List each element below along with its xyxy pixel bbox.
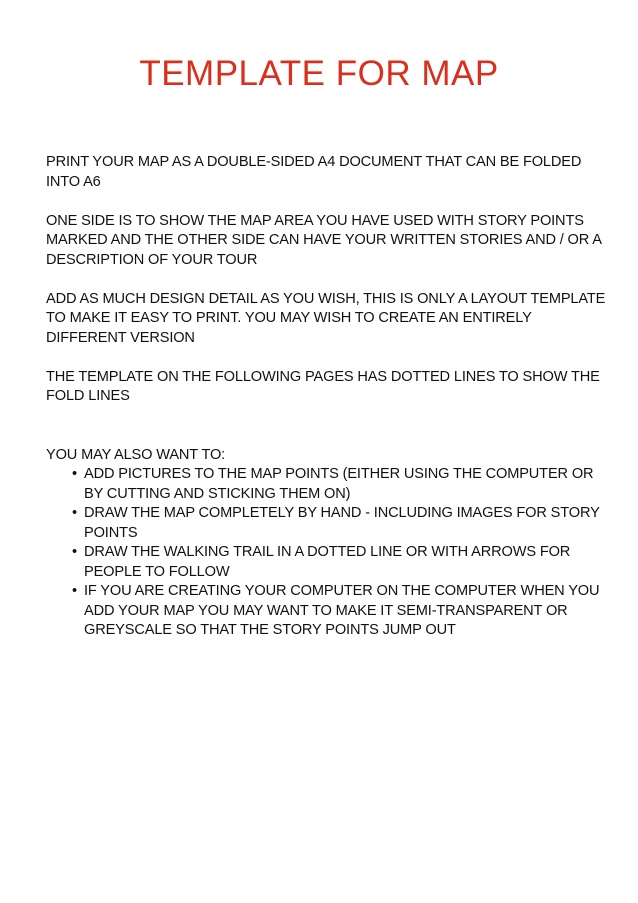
list-item xyxy=(72,465,606,504)
paragraph-design-detail: ADD AS MUCH DESIGN DETAIL AS YOU WISH, THIS IS ONLY A LAYOUT TEMPLATE TO MAKE IT EASY TO PRINT. YOU MAY WISH TO CREATE AN ENTIRELY DIFFERENT VERSION xyxy=(46,290,606,346)
suggestion-list xyxy=(46,465,606,641)
paragraph-fold-lines: THE TEMPLATE ON THE FOLLOWING PAGES HAS DOTTED LINES TO SHOW THE FOLD LINES xyxy=(46,368,600,404)
bullet-icon: • xyxy=(72,505,77,521)
list-item-text: DRAW THE MAP COMPLETELY BY HAND - INCLUDING IMAGES FOR STORY POINTS xyxy=(84,505,600,541)
page-title: TEMPLATE FOR MAP xyxy=(139,54,499,93)
bullet-icon: • xyxy=(72,466,77,482)
list-item xyxy=(72,543,606,582)
list-item-text: ADD PICTURES TO THE MAP POINTS (EITHER USING THE COMPUTER OR BY CUTTING AND STICKING THEM ON) xyxy=(84,466,594,502)
paragraph-print-instructions: PRINT YOUR MAP AS A DOUBLE-SIDED A4 DOCUMENT THAT CAN BE FOLDED INTO A6 xyxy=(46,154,582,190)
bullet-icon: • xyxy=(72,583,77,599)
bullet-icon: • xyxy=(72,544,77,560)
paragraph-sides-description: ONE SIDE IS TO SHOW THE MAP AREA YOU HAVE USED WITH STORY POINTS MARKED AND THE OTHER SIDE CAN HAVE YOUR WRITTEN STORIES AND / OR A DESCRIPTION OF YOUR TOUR xyxy=(46,212,602,268)
list-item xyxy=(72,582,606,641)
list-item-text: IF YOU ARE CREATING YOUR COMPUTER ON THE COMPUTER WHEN YOU ADD YOUR MAP YOU MAY WANT TO MAKE IT SEMI-TRANSPARENT OR GREYSCALE SO THAT THE STORY POINTS JUMP OUT xyxy=(84,583,600,638)
list-item-text: DRAW THE WALKING TRAIL IN A DOTTED LINE OR WITH ARROWS FOR PEOPLE TO FOLLOW xyxy=(84,544,571,580)
list-item xyxy=(72,504,606,543)
list-intro: YOU MAY ALSO WANT TO: xyxy=(46,446,226,463)
body-text xyxy=(46,153,606,641)
